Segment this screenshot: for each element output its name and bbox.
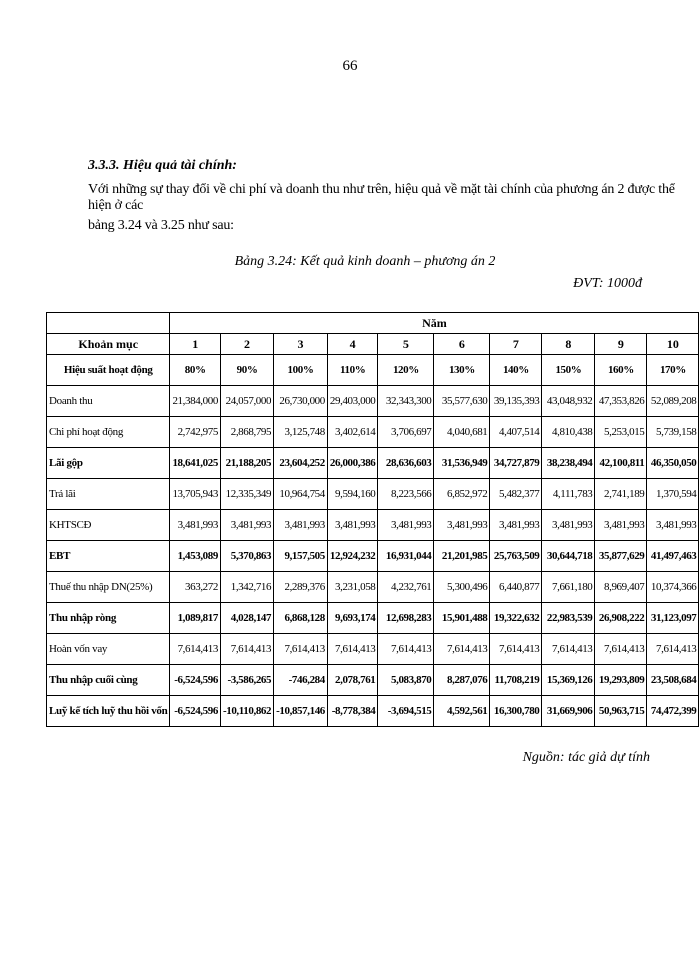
year-header-cell: 5 bbox=[378, 334, 434, 355]
table-cell: -6,524,596 bbox=[170, 665, 221, 696]
table-row bbox=[47, 417, 699, 448]
table-cell: 3,481,993 bbox=[327, 510, 378, 541]
table-cell: 4,111,783 bbox=[542, 479, 595, 510]
table-cell: 7,614,413 bbox=[434, 634, 490, 665]
table-cell: 3,481,993 bbox=[434, 510, 490, 541]
table-cell: 2,742,975 bbox=[170, 417, 221, 448]
table-cell: -10,110,862 bbox=[220, 696, 273, 727]
table-cell: 4,810,438 bbox=[542, 417, 595, 448]
year-header-cell: 4 bbox=[327, 334, 378, 355]
table-cell: 4,232,761 bbox=[378, 572, 434, 603]
year-header-cell: 8 bbox=[542, 334, 595, 355]
blank-corner-cell bbox=[47, 313, 170, 334]
table-cell: 150% bbox=[542, 355, 595, 386]
table-cell: 6,868,128 bbox=[274, 603, 328, 634]
table-cell: 2,078,761 bbox=[327, 665, 378, 696]
unit-note: ĐVT: 1000đ bbox=[573, 276, 642, 291]
table-cell: 43,048,932 bbox=[542, 386, 595, 417]
table-cell: 21,201,985 bbox=[434, 541, 490, 572]
table-row bbox=[47, 479, 699, 510]
row-label: KHTSCĐ bbox=[47, 510, 170, 541]
table-cell: 3,481,993 bbox=[378, 510, 434, 541]
intro-line-2: bảng 3.24 và 3.25 như sau: bbox=[88, 218, 234, 233]
table-cell: 18,641,025 bbox=[170, 448, 221, 479]
table-cell: 7,614,413 bbox=[378, 634, 434, 665]
table-cell: 50,963,715 bbox=[595, 696, 647, 727]
table-cell: 52,089,208 bbox=[647, 386, 699, 417]
table-cell: -746,284 bbox=[274, 665, 328, 696]
row-label: Thu nhập cuối cùng bbox=[47, 665, 170, 696]
table-cell: 3,481,993 bbox=[220, 510, 273, 541]
table-cell: 5,083,870 bbox=[378, 665, 434, 696]
row-label: Lãi gộp bbox=[47, 448, 170, 479]
year-header: Năm bbox=[170, 313, 699, 334]
table-cell: 7,614,413 bbox=[327, 634, 378, 665]
table-cell: 12,335,349 bbox=[220, 479, 273, 510]
table-cell: 3,402,614 bbox=[327, 417, 378, 448]
year-header-cell: 2 bbox=[220, 334, 273, 355]
table-cell: 2,289,376 bbox=[274, 572, 328, 603]
table-cell: 31,536,949 bbox=[434, 448, 490, 479]
table-cell: 80% bbox=[170, 355, 221, 386]
table-cell: 47,353,826 bbox=[595, 386, 647, 417]
table-row bbox=[47, 510, 699, 541]
table-row bbox=[47, 448, 699, 479]
table-cell: 2,868,795 bbox=[220, 417, 273, 448]
table-cell: 1,089,817 bbox=[170, 603, 221, 634]
table-cell: 26,000,386 bbox=[327, 448, 378, 479]
row-label: Luỹ kế tích luỹ thu hồi vốn bbox=[47, 696, 170, 727]
table-cell: 13,705,943 bbox=[170, 479, 221, 510]
table-cell: 2,741,189 bbox=[595, 479, 647, 510]
table-cell: -3,586,265 bbox=[220, 665, 273, 696]
table-cell: 38,238,494 bbox=[542, 448, 595, 479]
table-cell: 130% bbox=[434, 355, 490, 386]
table-cell: 7,614,413 bbox=[647, 634, 699, 665]
table-cell: 9,157,505 bbox=[274, 541, 328, 572]
table-cell: 1,370,594 bbox=[647, 479, 699, 510]
table-cell: 5,739,158 bbox=[647, 417, 699, 448]
year-header-cell: 10 bbox=[647, 334, 699, 355]
table-cell: 4,040,681 bbox=[434, 417, 490, 448]
table-cell: -10,857,146 bbox=[274, 696, 328, 727]
year-header-cell: 7 bbox=[490, 334, 542, 355]
year-header-cell: 6 bbox=[434, 334, 490, 355]
table-cell: 120% bbox=[378, 355, 434, 386]
table-caption: Bảng 3.24: Kết quả kinh doanh – phương án 2 bbox=[234, 254, 496, 269]
item-header: Khoản mục bbox=[47, 334, 170, 355]
table-cell: 42,100,811 bbox=[595, 448, 647, 479]
table-cell: 90% bbox=[220, 355, 273, 386]
row-label: Thu nhập ròng bbox=[47, 603, 170, 634]
table-cell: 110% bbox=[327, 355, 378, 386]
table-cell: 15,369,126 bbox=[542, 665, 595, 696]
table-cell: 7,614,413 bbox=[170, 634, 221, 665]
table-cell: 7,614,413 bbox=[542, 634, 595, 665]
table-row bbox=[47, 696, 699, 727]
table-cell: 21,188,205 bbox=[220, 448, 273, 479]
table-cell: 21,384,000 bbox=[170, 386, 221, 417]
table-row bbox=[47, 541, 699, 572]
table-cell: 170% bbox=[647, 355, 699, 386]
table-cell: 3,125,748 bbox=[274, 417, 328, 448]
table-cell: 4,407,514 bbox=[490, 417, 542, 448]
table-cell: 3,706,697 bbox=[378, 417, 434, 448]
table-cell: 3,481,993 bbox=[542, 510, 595, 541]
table-cell: 6,440,877 bbox=[490, 572, 542, 603]
row-label: Doanh thu bbox=[47, 386, 170, 417]
table-cell: -6,524,596 bbox=[170, 696, 221, 727]
table-cell: 5,300,496 bbox=[434, 572, 490, 603]
table-cell: 39,135,393 bbox=[490, 386, 542, 417]
table-cell: 31,123,097 bbox=[647, 603, 699, 634]
table-cell: 8,223,566 bbox=[378, 479, 434, 510]
table-cell: 3,481,993 bbox=[170, 510, 221, 541]
table-cell: 1,453,089 bbox=[170, 541, 221, 572]
table-cell: 23,604,252 bbox=[274, 448, 328, 479]
table-cell: 12,698,283 bbox=[378, 603, 434, 634]
table-cell: 10,374,366 bbox=[647, 572, 699, 603]
table-cell: -3,694,515 bbox=[378, 696, 434, 727]
table-cell: 25,763,509 bbox=[490, 541, 542, 572]
table-row bbox=[47, 634, 699, 665]
table-cell: 4,028,147 bbox=[220, 603, 273, 634]
table-cell: 28,636,603 bbox=[378, 448, 434, 479]
results-table-container bbox=[46, 312, 699, 727]
table-cell: 1,342,716 bbox=[220, 572, 273, 603]
table-cell: 3,481,993 bbox=[274, 510, 328, 541]
table-cell: 10,964,754 bbox=[274, 479, 328, 510]
source-note: Nguồn: tác giả dự tính bbox=[522, 750, 650, 765]
table-cell: 3,481,993 bbox=[647, 510, 699, 541]
table-cell: 140% bbox=[490, 355, 542, 386]
table-cell: 5,370,863 bbox=[220, 541, 273, 572]
year-header-cell: 9 bbox=[595, 334, 647, 355]
table-cell: 11,708,219 bbox=[490, 665, 542, 696]
table-cell: 46,350,050 bbox=[647, 448, 699, 479]
table-cell: 363,272 bbox=[170, 572, 221, 603]
table-cell: 9,594,160 bbox=[327, 479, 378, 510]
table-cell: 100% bbox=[274, 355, 328, 386]
table-cell: 31,669,906 bbox=[542, 696, 595, 727]
table-cell: 19,322,632 bbox=[490, 603, 542, 634]
table-cell: 9,693,174 bbox=[327, 603, 378, 634]
page-number: 66 bbox=[342, 58, 358, 74]
table-cell: 34,727,879 bbox=[490, 448, 542, 479]
table-row bbox=[47, 386, 699, 417]
intro-line-1: Với những sự thay đổi về chi phí và doanh thu như trên, hiệu quả về mặt tài chính của phương án 2 được thể hiện ở các bbox=[88, 182, 675, 213]
table-cell: 6,852,972 bbox=[434, 479, 490, 510]
table-cell: 16,931,044 bbox=[378, 541, 434, 572]
row-label: Hoàn vốn vay bbox=[47, 634, 170, 665]
table-cell: 22,983,539 bbox=[542, 603, 595, 634]
table-cell: 8,287,076 bbox=[434, 665, 490, 696]
table-cell: 3,481,993 bbox=[490, 510, 542, 541]
table-cell: 7,614,413 bbox=[274, 634, 328, 665]
table-cell: 12,924,232 bbox=[327, 541, 378, 572]
table-cell: 26,730,000 bbox=[274, 386, 328, 417]
table-row bbox=[47, 355, 699, 386]
table-cell: 7,614,413 bbox=[595, 634, 647, 665]
table-cell: 32,343,300 bbox=[378, 386, 434, 417]
table-cell: 7,661,180 bbox=[542, 572, 595, 603]
table-cell: 19,293,809 bbox=[595, 665, 647, 696]
table-cell: 4,592,561 bbox=[434, 696, 490, 727]
row-label: Chi phí hoạt động bbox=[47, 417, 170, 448]
table-cell: 29,403,000 bbox=[327, 386, 378, 417]
table-cell: 15,901,488 bbox=[434, 603, 490, 634]
row-label: Thuế thu nhập DN(25%) bbox=[47, 572, 170, 603]
table-row bbox=[47, 665, 699, 696]
table-cell: 5,253,015 bbox=[595, 417, 647, 448]
table-cell: 41,497,463 bbox=[647, 541, 699, 572]
table-cell: 35,577,630 bbox=[434, 386, 490, 417]
table-cell: 30,644,718 bbox=[542, 541, 595, 572]
table-cell: 8,969,407 bbox=[595, 572, 647, 603]
table-cell: 16,300,780 bbox=[490, 696, 542, 727]
table-cell: 23,508,684 bbox=[647, 665, 699, 696]
section-heading: 3.3.3. Hiệu quả tài chính: bbox=[88, 158, 237, 173]
table-header-row-years bbox=[47, 334, 699, 355]
table-cell: 5,482,377 bbox=[490, 479, 542, 510]
table-cell: 3,481,993 bbox=[595, 510, 647, 541]
table-cell: 74,472,399 bbox=[647, 696, 699, 727]
row-label: EBT bbox=[47, 541, 170, 572]
table-cell: 24,057,000 bbox=[220, 386, 273, 417]
table-body bbox=[47, 355, 699, 727]
business-results-table bbox=[46, 312, 699, 727]
table-cell: 3,231,058 bbox=[327, 572, 378, 603]
table-row bbox=[47, 572, 699, 603]
table-row bbox=[47, 603, 699, 634]
table-cell: 35,877,629 bbox=[595, 541, 647, 572]
table-header-row-year bbox=[47, 313, 699, 334]
year-header-cell: 3 bbox=[274, 334, 328, 355]
table-cell: 7,614,413 bbox=[490, 634, 542, 665]
table-cell: 26,908,222 bbox=[595, 603, 647, 634]
table-cell: 7,614,413 bbox=[220, 634, 273, 665]
table-cell: 160% bbox=[595, 355, 647, 386]
table-cell: -8,778,384 bbox=[327, 696, 378, 727]
row-label: Hiệu suất hoạt động bbox=[47, 355, 170, 386]
row-label: Trả lãi bbox=[47, 479, 170, 510]
year-header-cell: 1 bbox=[170, 334, 221, 355]
